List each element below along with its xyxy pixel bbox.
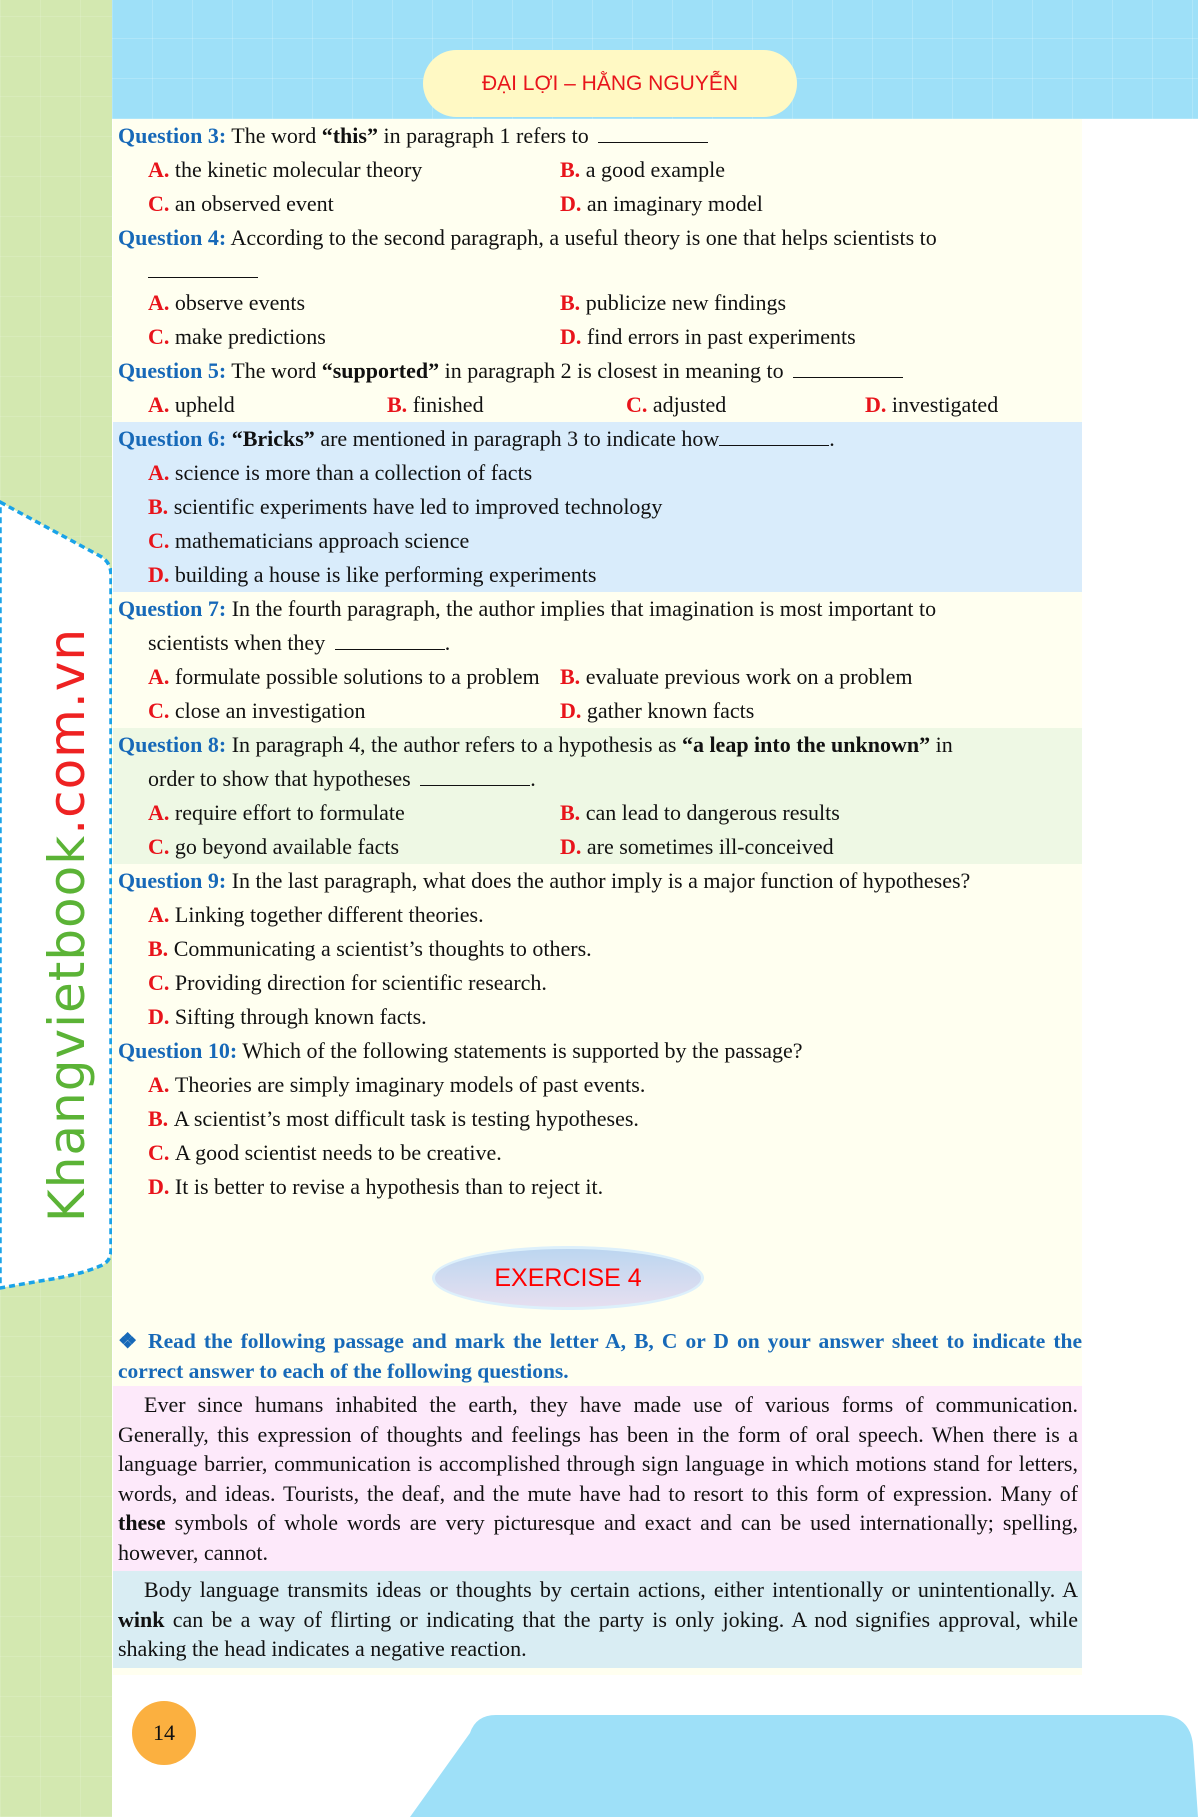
passage-paragraph-2: Body language transmits ideas or thoughts by certain actions, either intentionally or unintentionally. A wink can be a way of flirting or indicating that the party is only joking. A nod signifies approval, while shaking the head indicates a negative reaction.	[113, 1571, 1082, 1668]
question-stem: Question 6: “Bricks” are mentioned in paragraph 3 to indicate how .	[118, 422, 1082, 456]
question-label: Question 5:	[118, 358, 227, 383]
question-5	[113, 354, 1082, 422]
question-8: Question 8: In paragraph 4, the author refers to a hypothesis as “a leap into the unknown” in order to show that hypotheses . A. require effort to formulate B. can lead to dangerous results C. go beyond available facts D. are sometimes ill-conceived	[113, 728, 1082, 864]
option-c[interactable]: C. make predictions	[148, 324, 326, 349]
answer-blank	[793, 355, 903, 378]
page-number: 14	[153, 1720, 175, 1745]
option-d[interactable]: D. It is better to revise a hypothesis than to reject it.	[148, 1174, 604, 1199]
option-d[interactable]: D. investigated	[865, 392, 999, 417]
option-c[interactable]: C. close an investigation	[148, 698, 366, 723]
option-b[interactable]: B. evaluate previous work on a problem	[560, 664, 913, 689]
content-area	[113, 119, 1082, 1675]
question-stem: Question 8: In paragraph 4, the author refers to a hypothesis as “a leap into the unknown” in	[118, 732, 953, 757]
option-d[interactable]: D. Sifting through known facts.	[148, 1004, 427, 1029]
option-a[interactable]: A. upheld	[148, 392, 235, 417]
answer-blank	[335, 627, 445, 650]
question-stem: Question 4: According to the second paragraph, a useful theory is one that helps scientists to	[118, 225, 937, 250]
option-b[interactable]: B. A scientist’s most difficult task is testing hypotheses.	[148, 1106, 639, 1131]
question-label: Question 4:	[118, 225, 227, 250]
option-a[interactable]: A. observe events	[148, 290, 306, 315]
option-d[interactable]: D. gather known facts	[560, 698, 755, 723]
answer-blank	[719, 423, 829, 446]
watermark-text	[38, 628, 96, 1222]
passage-paragraph-1: Ever since humans inhabited the earth, they have made use of various forms of communication. Generally, this expression of thoughts and feelings has been in the form of oral speech. When there is a language barrier, communication is accomplished through sign language in which motions stand for letters, words, and ideas. Tourists, the deaf, and the mute have had to resort to this form of expression. Many of these symbols of whole words are very picturesque and exact and can be used internationally; spelling, however, cannot.	[113, 1386, 1082, 1571]
option-a[interactable]: A. Linking together different theories.	[148, 902, 484, 927]
option-d[interactable]: D. are sometimes ill-conceived	[560, 834, 834, 859]
question-label: Question 3:	[118, 123, 227, 148]
question-7: Question 7: In the fourth paragraph, the author implies that imagination is most important to scientists when they . A. formulate possible solutions to a problem B. evaluate previous work on a problem C. close an investigation D. gather known facts	[113, 592, 1082, 728]
question-stem: Question 5: The word “supported” in paragraph 2 is closest in meaning to	[118, 354, 1082, 388]
watermark-green: Khangvietbook	[38, 834, 96, 1223]
option-c[interactable]: C. A good scientist needs to be creative.	[148, 1140, 502, 1165]
option-b[interactable]: B. finished	[387, 392, 484, 417]
option-c[interactable]: C. adjusted	[626, 392, 727, 417]
option-a[interactable]: A. require effort to formulate	[148, 800, 405, 825]
diamond-bullet-icon: ❖	[118, 1329, 140, 1353]
option-c[interactable]: C. go beyond available facts	[148, 834, 400, 859]
question-label: Question 8:	[118, 732, 227, 757]
question-stem: Question 3: The word “this” in paragraph 1 refers to	[118, 119, 1082, 153]
option-b[interactable]: B. publicize new findings	[560, 290, 787, 315]
author-name: ĐẠI LỢI – HẰNG NGUYỄN	[481, 71, 739, 95]
question-9	[113, 864, 1082, 1034]
question-label: Question 9:	[118, 868, 227, 893]
option-d[interactable]: D. building a house is like performing experiments	[148, 562, 597, 587]
exercise-title: EXERCISE 4	[494, 1263, 642, 1292]
option-a[interactable]: A. formulate possible solutions to a problem	[148, 664, 540, 689]
page-number-badge	[132, 1701, 196, 1765]
option-c[interactable]: C. mathematicians approach science	[148, 528, 470, 553]
question-4	[113, 221, 1082, 354]
option-b[interactable]: B. Communicating a scientist’s thoughts to others.	[148, 936, 592, 961]
exercise-title-badge	[432, 1246, 704, 1310]
option-a[interactable]: A. the kinetic molecular theory	[148, 157, 423, 182]
question-stem: Question 9: In the last paragraph, what does the author imply is a major function of hypotheses?	[118, 868, 971, 893]
option-b[interactable]: B. scientific experiments have led to improved technology	[148, 494, 663, 519]
option-b[interactable]: B. a good example	[560, 157, 725, 182]
question-label: Question 10:	[118, 1038, 238, 1063]
option-d[interactable]: D. find errors in past experiments	[560, 324, 856, 349]
question-stem: Question 7: In the fourth paragraph, the author implies that imagination is most important to	[118, 596, 937, 621]
question-label: Question 6:	[118, 426, 227, 451]
answer-blank	[148, 255, 258, 278]
option-a[interactable]: A. science is more than a collection of facts	[148, 460, 533, 485]
question-label: Question 7:	[118, 596, 227, 621]
watermark-red: .com.vn	[38, 627, 96, 835]
option-b[interactable]: B. can lead to dangerous results	[560, 800, 840, 825]
option-d[interactable]: D. an imaginary model	[560, 191, 763, 216]
option-c[interactable]: C. Providing direction for scientific research.	[148, 970, 547, 995]
question-3	[113, 119, 1082, 221]
author-badge	[423, 50, 797, 117]
answer-blank	[598, 120, 708, 143]
question-10	[113, 1034, 1082, 1204]
question-stem: Question 10: Which of the following statements is supported by the passage?	[118, 1038, 803, 1063]
footer-blue-shape	[410, 1715, 1198, 1817]
answer-blank	[420, 763, 530, 786]
question-6	[113, 422, 1082, 592]
exercise-header	[113, 1204, 1082, 1292]
option-a[interactable]: A. Theories are simply imaginary models of past events.	[148, 1072, 646, 1097]
option-c[interactable]: C. an observed event	[148, 191, 334, 216]
exercise-instruction: ❖ Read the following passage and mark the letter A, B, C or D on your answer sheet to indicate the correct answer to each of the following questions.	[118, 1329, 1082, 1383]
